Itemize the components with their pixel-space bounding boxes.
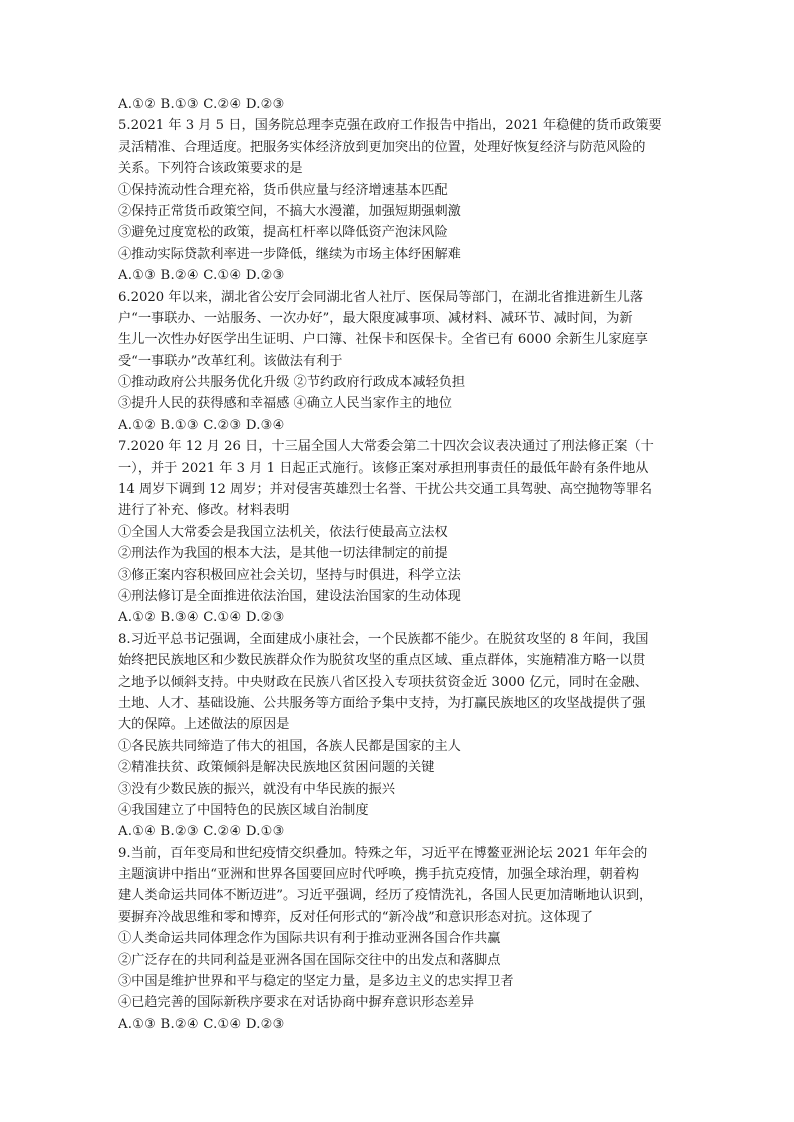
q7-option: ④刑法修订是全面推进依法治国，建设法治国家的生动体现: [118, 588, 461, 604]
q9-answer-choices: A.①③ B.②④ C.①④ D.②③: [118, 1016, 285, 1032]
q7-stem-line: 7.2020 年 12 月 26 日，十三届全国人大常委会第二十四次会议表决通过了刑法修正案（十: [118, 439, 654, 455]
q6-stem-line: 户“一事联办、一站服务、一次办好”，最大限度减事项、减材料、减环节、减时间，为新: [118, 310, 633, 326]
q6-option: ①推动政府公共服务优化升级 ②节约政府行政成本减轻负担: [118, 375, 466, 391]
q6-stem-line: 6.2020 年以来，湖北省公安厅会同湖北省人社厅、医保局等部门，在湖北省推进新生儿落: [118, 289, 644, 305]
q4-answer-choices: A.①② B.①③ C.②④ D.②③: [118, 97, 285, 112]
question-5: [118, 115, 678, 286]
q6-answer-choices: A.①② B.①③ C.②③ D.③④: [118, 417, 285, 433]
q5-option: ②保持正常货币政策空间，不搞大水漫灌，加强短期强刺激: [118, 203, 461, 219]
q6-option: ③提升人民的获得感和幸福感 ④确立人民当家作主的地位: [118, 396, 452, 412]
q5-option: ①保持流动性合理充裕，货币供应量与经济增速基本匹配: [118, 182, 448, 198]
q8-stem-line: 土地、人才、基础设施、公共服务等方面给予集中支持，为打赢民族地区的攻坚战提供了强: [118, 695, 646, 711]
q5-stem-line: 5.2021 年 3 月 5 日，国务院总理李克强在政府工作报告中指出，2021 年稳健的货币政策要: [118, 118, 662, 134]
q7-stem-line: 进行了补充、修改。材料表明: [118, 503, 290, 519]
q6-stem-line: 生儿一次性办好医学出生证明、户口簿、社保卡和医保卡。全省已有 6000 余新生儿家庭享: [118, 332, 648, 348]
q8-option: ④我国建立了中国特色的民族区域自治制度: [118, 802, 369, 818]
q5-stem-line: 关系。下列符合该政策要求的是: [118, 161, 303, 177]
q9-option: ④已趋完善的国际新秩序要求在对话协商中摒弃意识形态差异: [118, 995, 475, 1011]
question-8: [118, 629, 678, 843]
q9-stem-line: 主题演讲中指出“亚洲和世界各国要回应时代呼唤，携手抗克疫情，加强全球治理，朝着构: [118, 867, 640, 883]
q5-option: ③避免过度宽松的政策，提高杠杆率以降低资产泡沫风险: [118, 225, 448, 241]
q9-option: ②广泛存在的共同利益是亚洲各国在国际交往中的出发点和落脚点: [118, 952, 501, 968]
q8-stem-line: 之地予以倾斜支持。中央财政在民族八省区投入专项扶贫资金近 3000 亿元，同时在金融、: [118, 674, 648, 690]
q8-option: ②精准扶贫、政策倾斜是解决民族地区贫困问题的关键: [118, 760, 435, 776]
q9-stem-line: 建人类命运共同体不断迈进”。习近平强调，经历了疫情洗礼，各国人民更加清晰地认识到，: [118, 888, 653, 904]
q5-answer-choices: A.①③ B.②④ C.①④ D.②③: [118, 268, 285, 284]
q7-option: ②刑法作为我国的根本大法，是其他一切法律制定的前提: [118, 546, 448, 562]
q8-option: ①各民族共同缔造了伟大的祖国，各族人民都是国家的主人: [118, 738, 461, 754]
q8-option: ③没有少数民族的振兴，就没有中华民族的振兴: [118, 781, 395, 797]
q6-stem-line: 受“一事联办”改革红利。该做法有利于: [118, 353, 343, 369]
q7-stem-line: 一），并于 2021 年 3 月 1 日起正式施行。该修正案对承担刑事责任的最低年龄有条件地从: [118, 460, 649, 476]
exam-content: [118, 94, 678, 1035]
question-7: [118, 436, 678, 629]
question-9: [118, 843, 678, 1036]
q7-stem-line: 14 周岁下调到 12 周岁；并对侵害英雄烈士名誉、干扰公共交通工具驾驶、高空抛物等罪名: [118, 482, 653, 498]
q9-option: ③中国是维护世界和平与稳定的坚定力量，是多边主义的忠实捍卫者: [118, 974, 514, 990]
q9-stem-line: 9.当前，百年变局和世纪疫情交织叠加。特殊之年，习近平在博鳌亚洲论坛 2021 年年会的: [118, 845, 648, 861]
q8-stem-line: 大的保障。上述做法的原因是: [118, 717, 290, 733]
question-6: [118, 287, 678, 437]
q9-stem-line: 要摒弃冷战思维和零和博弈，反对任何形式的“新冷战”和意识形态对抗。这体现了: [118, 909, 594, 925]
q7-option: ①全国人大常委会是我国立法机关，依法行使最高立法权: [118, 524, 448, 540]
q5-stem-line: 灵活精准、合理适度。把服务实体经济放到更加突出的位置，处理好恢复经济与防范风险的: [118, 139, 646, 155]
q9-option: ①人类命运共同体理念作为国际共识有利于推动亚洲各国合作共赢: [118, 931, 501, 947]
q8-answer-choices: A.①④ B.②③ C.②④ D.①③: [118, 824, 285, 840]
q7-answer-choices: A.①② B.③④ C.①④ D.②③: [118, 610, 285, 626]
q7-option: ③修正案内容积极回应社会关切，坚持与时俱进，科学立法: [118, 567, 461, 583]
q8-stem-line: 8.习近平总书记强调，全面建成小康社会，一个民族都不能少。在脱贫攻坚的 8 年间，我国: [118, 631, 649, 647]
q8-stem-line: 始终把民族地区和少数民族群众作为脱贫攻坚的重点区域、重点群体，实施精准方略一以贯: [118, 653, 646, 669]
q5-option: ④推动实际贷款利率进一步降低，继续为市场主体纾困解难: [118, 246, 461, 262]
